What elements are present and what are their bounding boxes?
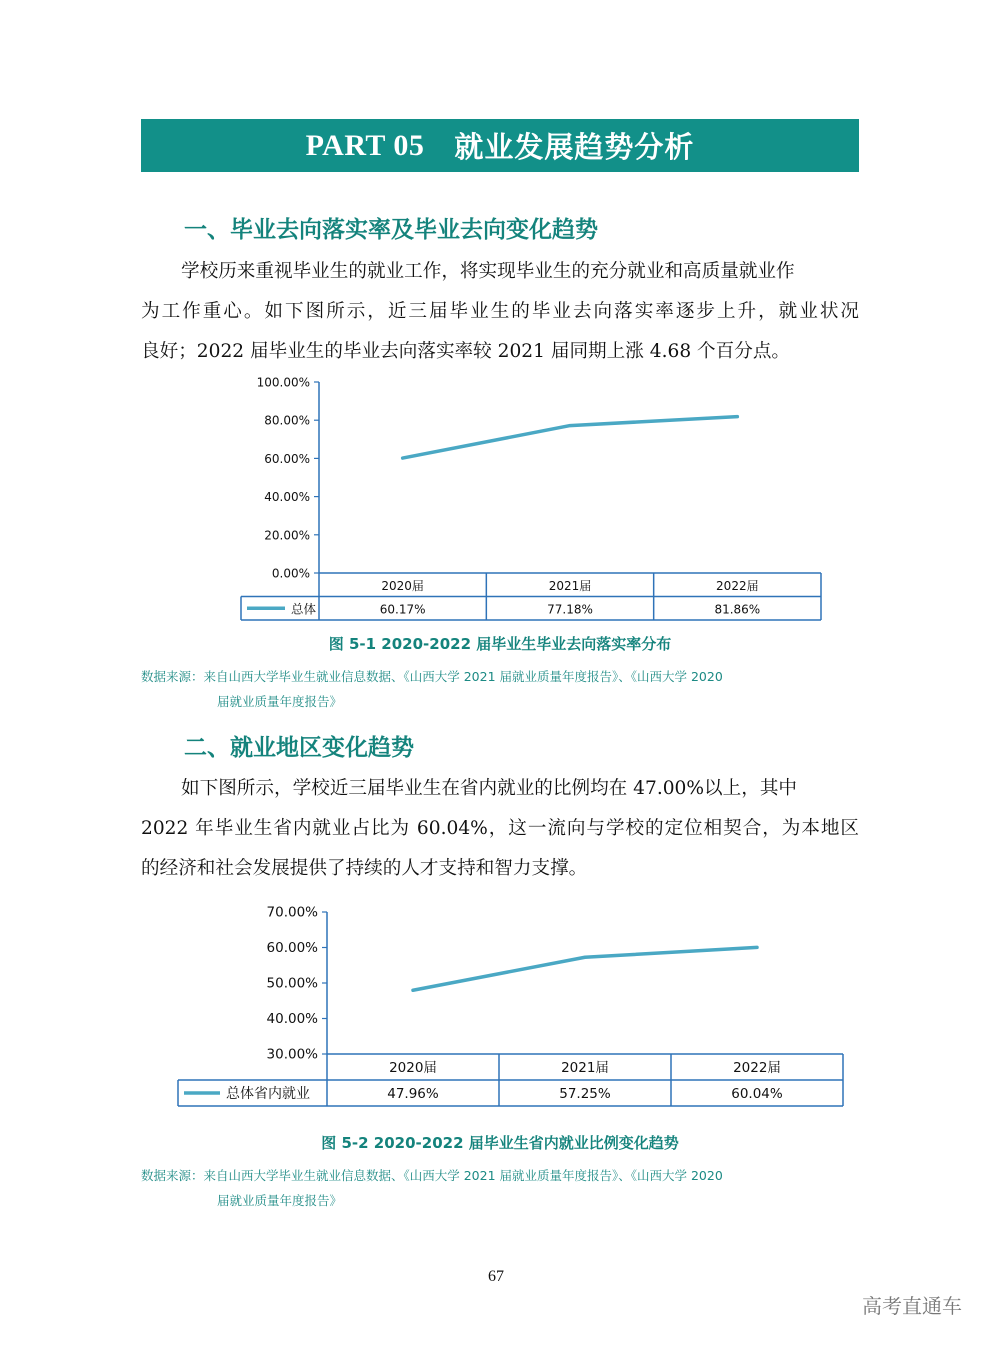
paragraph-line: 为工作重心。如下图所示，近三届毕业生的毕业去向落实率逐步上升，就业状况 <box>141 301 859 322</box>
category-label: 2022届 <box>716 578 759 593</box>
chart-graduation-rate <box>0 370 992 630</box>
part-banner <box>141 119 859 172</box>
y-tick-label: 80.00% <box>264 413 310 428</box>
paragraph-line: 良好；2022 届毕业生的毕业去向落实率较 2021 届同期上涨 4.68 个百分点。 <box>141 341 791 362</box>
y-tick-label: 50.00% <box>266 975 318 992</box>
paragraph-line: 的经济和社会发展提供了持续的人才支持和智力支撑。 <box>141 858 588 879</box>
category-label: 2020届 <box>381 578 424 593</box>
data-label: 60.17% <box>379 602 426 617</box>
series-line <box>403 417 738 458</box>
category-label: 2020届 <box>389 1060 437 1076</box>
paragraph-line: 2022 年毕业生省内就业占比为 60.04%，这一流向与学校的定位相契合，为本地区 <box>141 818 859 839</box>
series-line <box>413 947 757 990</box>
y-tick-label: 30.00% <box>266 1046 318 1063</box>
source-line: 数据来源：来自山西大学毕业生就业信息数据、《山西大学 2021 届就业质量年度报告》、《山西大学 2020 <box>141 1168 723 1183</box>
chart-in-province-rate <box>0 900 992 1115</box>
data-label: 47.96% <box>387 1086 439 1102</box>
y-tick-label: 40.00% <box>266 1011 318 1027</box>
category-label: 2021届 <box>561 1060 609 1076</box>
section2-paragraph <box>141 769 859 889</box>
y-tick-label: 70.00% <box>266 904 318 921</box>
part-title: 就业发展趋势分析 <box>454 130 695 164</box>
page-number: 67 <box>488 1268 504 1285</box>
section2-heading: 二、就业地区变化趋势 <box>184 735 414 761</box>
data-source-2 <box>141 1163 723 1213</box>
y-tick-label: 100.00% <box>256 375 310 390</box>
data-label: 57.25% <box>559 1086 611 1102</box>
figure-caption-5-1: 图 5-1 2020-2022 届毕业生毕业去向落实率分布 <box>328 635 672 653</box>
part-number: PART 05 <box>305 128 425 162</box>
section1-paragraph <box>141 252 859 372</box>
y-tick-label: 20.00% <box>264 528 310 543</box>
y-tick-label: 60.00% <box>264 451 310 466</box>
figure-caption-5-2: 图 5-2 2020-2022 届毕业生省内就业比例变化趋势 <box>321 1134 679 1152</box>
y-tick-label: 60.00% <box>266 940 318 956</box>
data-label: 81.86% <box>714 602 761 617</box>
legend-label: 总体省内就业 <box>226 1086 310 1102</box>
category-label: 2022届 <box>733 1060 781 1076</box>
data-source-1 <box>141 664 723 714</box>
source-line: 届就业质量年度报告》 <box>217 694 343 709</box>
watermark: 高考直通车 <box>862 1294 962 1318</box>
y-tick-label: 0.00% <box>271 566 310 581</box>
paragraph-line: 如下图所示，学校近三届毕业生在省内就业的比例均在 47.00%以上，其中 <box>181 778 798 799</box>
data-label: 77.18% <box>547 602 593 617</box>
data-label: 60.04% <box>731 1086 783 1102</box>
category-label: 2021届 <box>548 578 592 593</box>
section1-heading: 一、毕业去向落实率及毕业去向变化趋势 <box>184 217 598 243</box>
source-line: 届就业质量年度报告》 <box>217 1193 343 1208</box>
legend-label: 总体 <box>291 601 317 617</box>
paragraph-line: 学校历来重视毕业生的就业工作，将实现毕业生的充分就业和高质量就业作 <box>181 261 795 282</box>
y-tick-label: 40.00% <box>264 490 310 505</box>
source-line: 数据来源：来自山西大学毕业生就业信息数据、《山西大学 2021 届就业质量年度报告》、《山西大学 2020 <box>141 669 723 684</box>
